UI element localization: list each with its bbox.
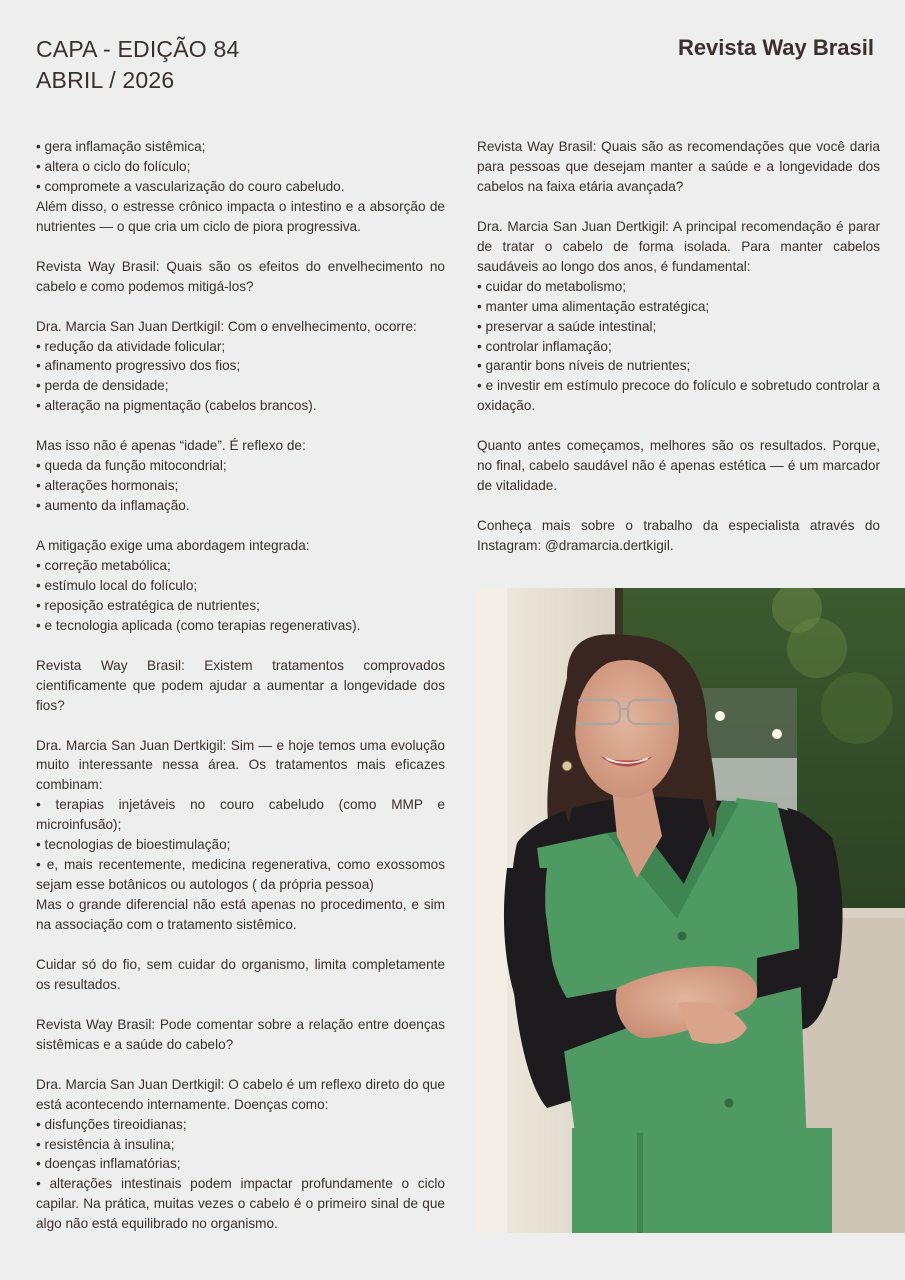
- right-column-text-line: • preservar a saúde intestinal;: [477, 318, 657, 334]
- left-column-text-line: Revista Way Brasil: Existem tratamentos comprovados cientificamente que podem ajudar a aumentar a longevidade dos fios?: [36, 657, 445, 713]
- left-column-text-line: • alterações intestinais podem impactar profundamente o ciclo capilar. Na prática, muitas vezes o cabelo é o primeiro sinal de que algo não está equilibrado no organismo.: [36, 1176, 445, 1232]
- left-column-text-line: • tecnologias de bioestimulação;: [36, 837, 231, 853]
- left-column-text-line: Além disso, o estresse crônico impacta o intestino e a absorção de nutrientes — o que cria um ciclo de piora progressiva.: [36, 198, 445, 234]
- left-column-text-line: • terapias injetáveis no couro cabeludo (como MMP e microinfusão);: [36, 797, 445, 833]
- left-column-text-line: • correção metabólica;: [36, 557, 171, 573]
- left-column-text-line: Cuidar só do fio, sem cuidar do organismo, limita completamente os resultados.: [36, 956, 445, 992]
- left-column-text-line: • e tecnologia aplicada (como terapias regenerativas).: [36, 617, 361, 633]
- left-column-text-line: A mitigação exige uma abordagem integrada:: [36, 538, 310, 553]
- right-column-text-line: • cuidar do metabolismo;: [477, 278, 627, 294]
- paragraph-gap: [36, 1055, 445, 1075]
- right-column-text-line: • controlar inflamação;: [477, 338, 612, 354]
- left-column-text-line: • e, mais recentemente, medicina regenerativa, como exossomos sejam esse botânicos ou autologos ( da própria pessoa): [36, 857, 445, 893]
- left-column-text-line: • altera o ciclo do folículo;: [36, 158, 191, 174]
- left-column-text-line: • queda da função mitocondrial;: [36, 458, 227, 474]
- left-column-text-line: • gera inflamação sistêmica;: [36, 139, 206, 154]
- left-column: [36, 137, 445, 1234]
- paragraph-gap: [36, 995, 445, 1015]
- right-column-text-line: • garantir bons níveis de nutrientes;: [477, 358, 691, 374]
- left-column-text-line: Dra. Marcia San Juan Dertkigil: O cabelo é um reflexo direto do que está acontecendo internamente. Doenças como:: [36, 1076, 445, 1112]
- paragraph-gap: [36, 716, 445, 736]
- left-column-text-line: • alterações hormonais;: [36, 478, 179, 494]
- date-line: ABRIL / 2026: [36, 67, 175, 93]
- paragraph-gap: [36, 636, 445, 656]
- edition-line: CAPA - EDIÇÃO 84: [36, 36, 240, 62]
- right-column-text-line: Dra. Marcia San Juan Dertkigil: A principal recomendação é parar de tratar o cabelo de forma isolada. Para manter cabelos saudáveis ao longo dos anos, é fundamental:: [477, 218, 880, 274]
- paragraph-gap: [477, 416, 880, 436]
- paragraph-gap: [477, 197, 880, 217]
- paragraph-gap: [36, 416, 445, 436]
- left-column-text-line: • redução da atividade folicular;: [36, 338, 226, 354]
- paragraph-gap: [36, 237, 445, 257]
- right-column-text-line: Quanto antes começamos, melhores são os resultados. Porque, no final, cabelo saudável não é apenas estética — é um marcador de vitalidade.: [477, 438, 880, 494]
- paragraph-gap: [36, 516, 445, 536]
- left-column-text-line: Mas isso não é apenas “idade”. É reflexo de:: [36, 438, 306, 454]
- right-column-text-line: • manter uma alimentação estratégica;: [477, 298, 710, 314]
- left-column-text-line: • resistência à insulina;: [36, 1136, 175, 1152]
- right-column: [477, 137, 880, 556]
- paragraph-gap: [36, 935, 445, 955]
- left-column-text-line: • alteração na pigmentação (cabelos brancos).: [36, 398, 317, 414]
- left-column-text-line: Dra. Marcia San Juan Dertkigil: Com o envelhecimento, ocorre:: [36, 318, 417, 334]
- portrait-photo: [477, 588, 905, 1233]
- left-column-text-line: • disfunções tireoidianas;: [36, 1116, 187, 1132]
- right-column-text-line: Conheça mais sobre o trabalho da especialista através do Instagram: @dramarcia.dertkigil.: [477, 518, 880, 554]
- left-column-text-line: • estímulo local do folículo;: [36, 577, 198, 593]
- paragraph-gap: [36, 297, 445, 317]
- left-column-text-line: Revista Way Brasil: Pode comentar sobre a relação entre doenças sistêmicas e a saúde do cabelo?: [36, 1016, 445, 1052]
- edition-header: [36, 34, 239, 96]
- left-column-text-line: Dra. Marcia San Juan Dertkigil: Sim — e hoje temos uma evolução muito interessante nessa área. Os tratamentos mais eficazes combinam:: [36, 737, 445, 793]
- right-column-text-line: • e investir em estímulo precoce do folículo e sobretudo controlar a oxidação.: [477, 378, 880, 414]
- left-column-text-line: • reposição estratégica de nutrientes;: [36, 597, 260, 613]
- left-column-text-line: • aumento da inflamação.: [36, 498, 190, 514]
- paragraph-gap: [477, 496, 880, 516]
- left-column-text-line: • compromete a vascularização do couro cabeludo.: [36, 178, 345, 194]
- right-column-text-line: Revista Way Brasil: Quais são as recomendações que você daria para pessoas que desejam manter a saúde e a longevidade dos cabelos na faixa etária avançada?: [477, 139, 880, 194]
- left-column-text-line: • perda de densidade;: [36, 378, 169, 394]
- left-column-text-line: • afinamento progressivo dos fios;: [36, 358, 241, 374]
- left-column-text-line: Revista Way Brasil: Quais são os efeitos do envelhecimento no cabelo e como podemos mitigá-los?: [36, 258, 445, 294]
- left-column-text-line: • doenças inflamatórias;: [36, 1156, 181, 1172]
- magazine-title: Revista Way Brasil: [677, 35, 874, 60]
- left-column-text-line: Mas o grande diferencial não está apenas no procedimento, e sim na associação com o tratamento sistêmico.: [36, 897, 445, 933]
